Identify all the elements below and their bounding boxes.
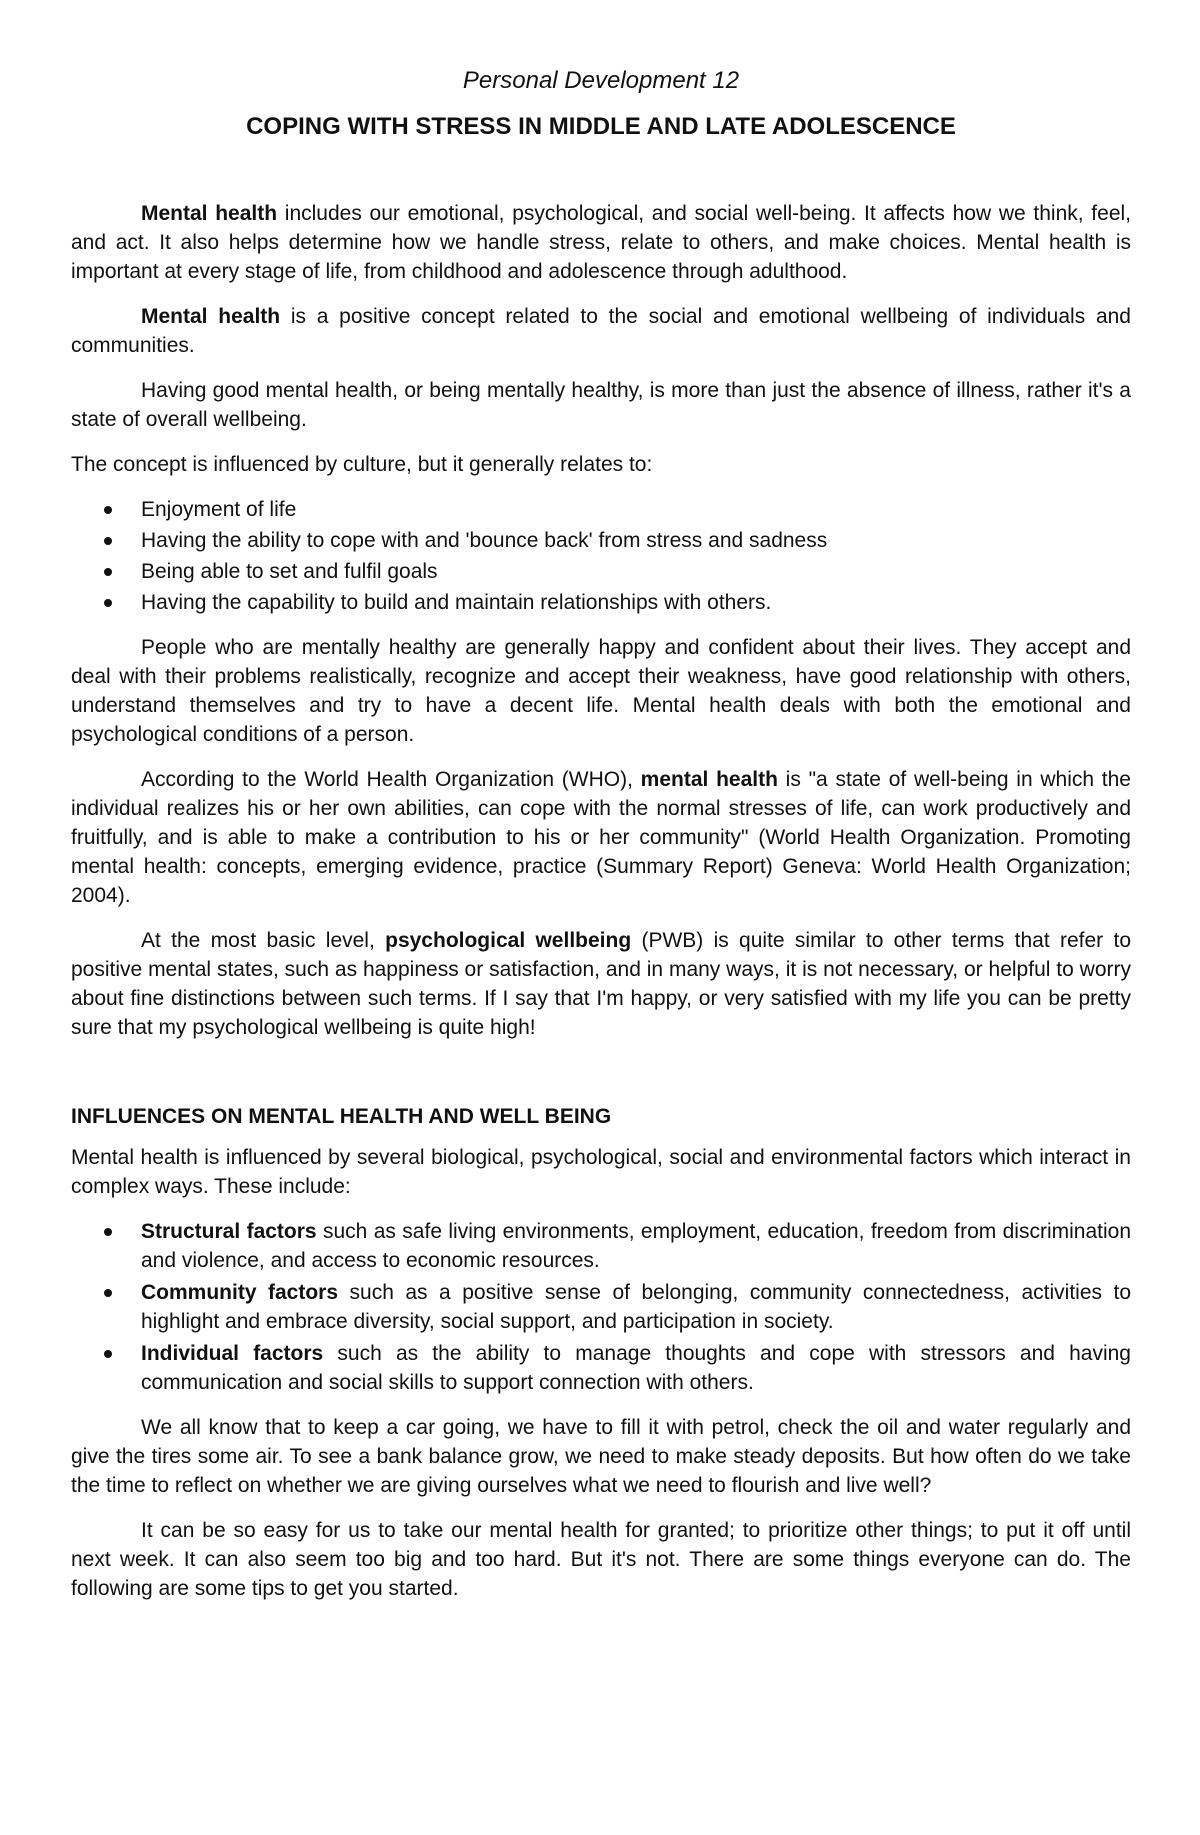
term-mental-health: Mental health [141, 202, 278, 225]
bullet-icon [104, 1289, 112, 1297]
bullet-icon [104, 599, 112, 607]
bullet-icon [104, 537, 112, 545]
paragraph-who-definition: According to the World Health Organization (WHO), mental health is "a state of well-being in which the individual realizes his or her own abilities, can cope with the normal stresses of life, can work productively and fruitfully, and is able to make a contribution to his or her community" (World Health Organization. Promoting mental health: concepts, emerging evidence, practice (Summary Report) Geneva: World Health Organization; 2004). [71, 768, 1131, 907]
page-title: COPING WITH STRESS IN MIDDLE AND LATE ADOLESCENCE [246, 113, 956, 140]
wellbeing-list [71, 495, 1131, 617]
term-mental-health: Mental health [141, 305, 281, 328]
list-item: Enjoyment of life [71, 495, 1131, 524]
list-item: Being able to set and fulfil goals [71, 557, 1131, 586]
list-item-individual-factors: Individual factors such as the ability to manage thoughts and cope with stressors and having communication and social skills to support connection with others. [71, 1339, 1131, 1397]
paragraph-text: is a positive concept related to the social and emotional wellbeing of individuals and communities. [71, 305, 1131, 357]
list-item: Having the ability to cope with and 'bounce back' from stress and sadness [71, 526, 1131, 555]
bullet-icon [104, 568, 112, 576]
list-item: Having the capability to build and maintain relationships with others. [71, 588, 1131, 617]
paragraph-tips-intro: It can be so easy for us to take our mental health for granted; to prioritize other things; to put it off until next week. It can also seem too big and too hard. But it's not. There are some things everyone can do. The following are some tips to get you started. [71, 1519, 1131, 1600]
paragraph-overall-wellbeing: Having good mental health, or being mentally healthy, is more than just the absence of illness, rather it's a state of overall wellbeing. [71, 379, 1131, 431]
term-psychological-wellbeing: psychological wellbeing [385, 929, 632, 952]
paragraph-car-analogy: We all know that to keep a car going, we have to fill it with petrol, check the oil and water regularly and give the tires some air. To see a bank balance grow, we need to make steady deposits. But how often do we take the time to reflect on whether we are giving ourselves what we need to flourish and live well? [71, 1416, 1131, 1497]
paragraph-psychological-wellbeing: At the most basic level, psychological wellbeing (PWB) is quite similar to other terms that refer to positive mental states, such as happiness or satisfaction, and in many ways, it is not necessary, or helpful to worry about fine distinctions between such terms. If I say that I'm happy, or very satisfied with my life you can be pretty sure that my psychological wellbeing is quite high! [71, 929, 1131, 1039]
bullet-icon [104, 1350, 112, 1358]
term-mental-health: mental health [640, 768, 778, 791]
bullet-icon [104, 1228, 112, 1236]
document-page [71, 66, 1131, 1619]
list-item-community-factors: Community factors such as a positive sense of belonging, community connectedness, activities to highlight and embrace diversity, social support, and participation in society. [71, 1278, 1131, 1336]
paragraph-culture: The concept is influenced by culture, but it generally relates to: [71, 453, 653, 476]
section-heading-influences: INFLUENCES ON MENTAL HEALTH AND WELL BEING [71, 1105, 612, 1128]
course-title: Personal Development 12 [462, 67, 740, 94]
paragraph-mentally-healthy-people: People who are mentally healthy are generally happy and confident about their lives. They accept and deal with their problems realistically, recognize and accept their weakness, have good relationship with others, understand themselves and try to have a decent life. Mental health deals with both the emotional and psychological conditions of a person. [71, 636, 1131, 746]
paragraph-influences-intro: Mental health is influenced by several biological, psychological, social and environmental factors which interact in complex ways. These include: [71, 1146, 1131, 1198]
bullet-icon [104, 506, 112, 514]
paragraph-positive-concept [71, 302, 1131, 360]
list-item-structural-factors: Structural factors such as safe living environments, employment, education, freedom from discrimination and violence, and access to economic resources. [71, 1217, 1131, 1275]
paragraph-mental-health-definition [71, 199, 1131, 286]
factors-list [71, 1217, 1131, 1397]
paragraph-text: includes our emotional, psychological, and social well-being. It affects how we think, feel, and act. It also helps determine how we handle stress, relate to others, and make choices. Mental health is important at every stage of life, from childhood and adolescence through adulthood. [71, 202, 1131, 283]
